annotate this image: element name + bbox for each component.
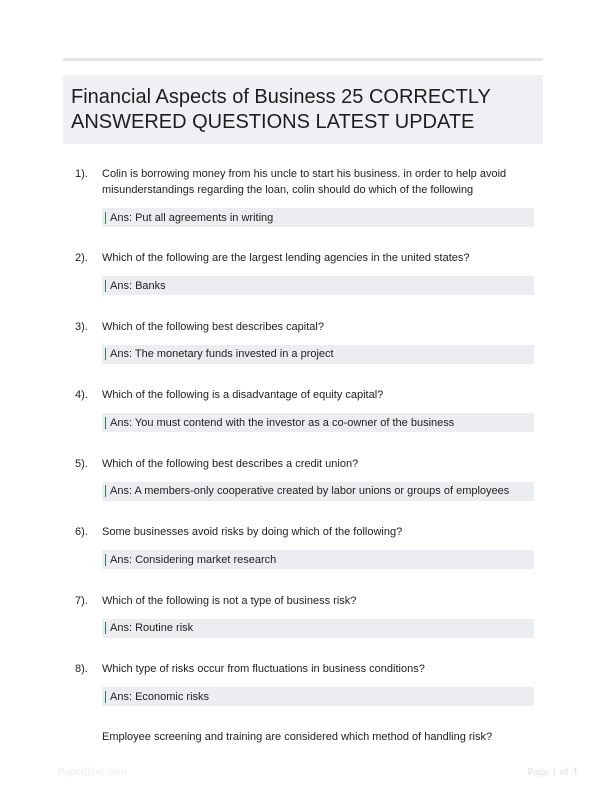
qa-item — [63, 593, 543, 662]
qa-item — [63, 524, 543, 593]
answer-box — [102, 482, 534, 501]
question-text: Which of the following best describes capital? — [102, 320, 324, 333]
answer-box — [102, 413, 534, 432]
qa-item — [63, 661, 543, 730]
document-title: Financial Aspects of Business 25 CORRECTLY ANSWERED QUESTIONS LATEST UPDATE — [71, 86, 491, 133]
question-number: 6). — [75, 526, 88, 538]
answer-marker — [105, 212, 106, 224]
page-indicator: Page 1 of 3 — [527, 766, 577, 778]
trailing-question-text: Employee screening and training are considered which method of handling risk? — [102, 731, 493, 743]
title-banner — [63, 75, 543, 144]
qa-item — [63, 387, 543, 456]
question-text: Which of the following are the largest lending agencies in the united states? — [102, 252, 470, 264]
question-text: Which of the following is a disadvantage of equity capital? — [102, 389, 384, 401]
question-text: Which of the following best describes a credit union? — [102, 457, 359, 470]
answer-text: Ans: Routine risk — [110, 622, 194, 634]
answer-box — [102, 619, 534, 638]
answer-text: Ans: Put all agreements in writing — [110, 211, 274, 224]
question-number: 2). — [75, 252, 88, 264]
answer-text: Ans: Economic risks — [110, 690, 210, 703]
answer-marker — [105, 280, 106, 292]
answer-marker — [105, 691, 106, 703]
answer-marker — [105, 417, 106, 429]
answer-box — [102, 345, 534, 364]
answer-text: Ans: A members-only cooperative created by labor unions or groups of employees — [110, 485, 510, 497]
qa-item — [63, 456, 543, 525]
qa-item — [63, 166, 543, 250]
answer-text: Ans: You must contend with the investor as a co-owner of the business — [110, 416, 455, 429]
question-text: Which of the following is not a type of business risk? — [102, 594, 357, 607]
qa-list — [63, 166, 543, 730]
qa-item — [63, 319, 543, 388]
answer-box — [102, 276, 534, 295]
answer-marker — [105, 485, 106, 497]
question-number: 3). — [75, 320, 88, 333]
answer-text: Ans: The monetary funds invested in a project — [110, 348, 334, 360]
answer-text: Ans: Banks — [110, 279, 166, 292]
question-text: Colin is borrowing money from his uncle to start his business. in order to help avoid misunderstandings regarding the loan, colin should do which of the following — [102, 168, 507, 196]
answer-box — [102, 208, 534, 227]
question-number: 7). — [75, 594, 88, 607]
question-number: 8). — [75, 663, 88, 675]
answer-marker — [105, 348, 106, 360]
question-number: 4). — [75, 389, 88, 401]
question-text: Which type of risks occur from fluctuations in business conditions? — [102, 663, 425, 675]
answer-marker — [105, 554, 106, 566]
question-number: 5). — [75, 457, 88, 470]
answer-box — [102, 687, 534, 706]
top-divider — [63, 58, 543, 61]
footer-watermark: Paperflibic.com — [58, 767, 127, 778]
answer-text: Ans: Considering market research — [110, 553, 277, 566]
question-text: Some businesses avoid risks by doing which of the following? — [102, 526, 403, 538]
qa-item — [63, 250, 543, 319]
answer-box — [102, 550, 534, 569]
question-number: 1). — [75, 168, 88, 180]
answer-marker — [105, 622, 106, 634]
